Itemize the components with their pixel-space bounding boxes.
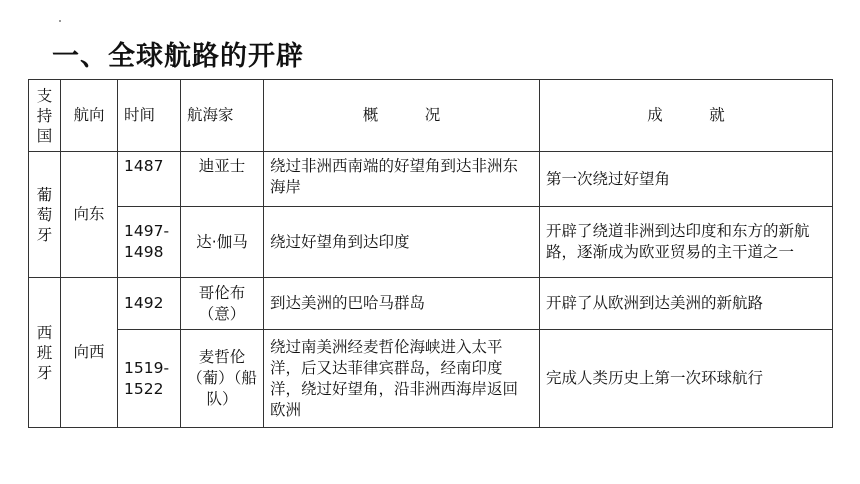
page-title: 一、全球航路的开辟 [52, 41, 304, 72]
country-cell: 西班牙 [29, 278, 61, 428]
table-row [29, 330, 833, 428]
voyages-table [28, 79, 833, 428]
direction-cell: 向西 [61, 278, 118, 428]
country-cell: 葡萄牙 [29, 152, 61, 278]
decorative-dot [59, 20, 61, 22]
achievement-cell: 完成人类历史上第一次环球航行 [540, 330, 833, 428]
overview-cell: 绕过好望角到达印度 [264, 207, 540, 278]
navigator-cell: 迪亚士 [181, 152, 264, 207]
header-navigator: 航海家 [181, 80, 264, 152]
overview-cell: 绕过非洲西南端的好望角到达非洲东海岸 [264, 152, 540, 207]
header-time: 时间 [118, 80, 181, 152]
time-cell: 1487 [118, 152, 181, 207]
table-row [29, 207, 833, 278]
direction-cell: 向东 [61, 152, 118, 278]
table-row [29, 152, 833, 207]
time-cell: 1497-1498 [118, 207, 181, 278]
achievement-cell: 开辟了绕道非洲到达印度和东方的新航路，逐渐成为欧亚贸易的主干道之一 [540, 207, 833, 278]
time-cell: 1519-1522 [118, 330, 181, 428]
achievement-cell: 开辟了从欧洲到达美洲的新航路 [540, 278, 833, 330]
time-cell: 1492 [118, 278, 181, 330]
header-overview: 概 况 [264, 80, 540, 152]
navigator-cell: 麦哲伦（葡）（船队） [181, 330, 264, 428]
header-country: 支持国 [29, 80, 61, 152]
overview-cell: 到达美洲的巴哈马群岛 [264, 278, 540, 330]
overview-cell: 绕过南美洲经麦哲伦海峡进入太平洋，后又达菲律宾群岛，经南印度洋，绕过好望角，沿非洲西海岸返回欧洲 [264, 330, 540, 428]
navigator-cell: 达·伽马 [181, 207, 264, 278]
header-row [29, 80, 833, 152]
navigator-cell: 哥伦布（意） [181, 278, 264, 330]
header-achievement: 成 就 [540, 80, 833, 152]
header-direction: 航向 [61, 80, 118, 152]
achievement-cell: 第一次绕过好望角 [540, 152, 833, 207]
table-row [29, 278, 833, 330]
